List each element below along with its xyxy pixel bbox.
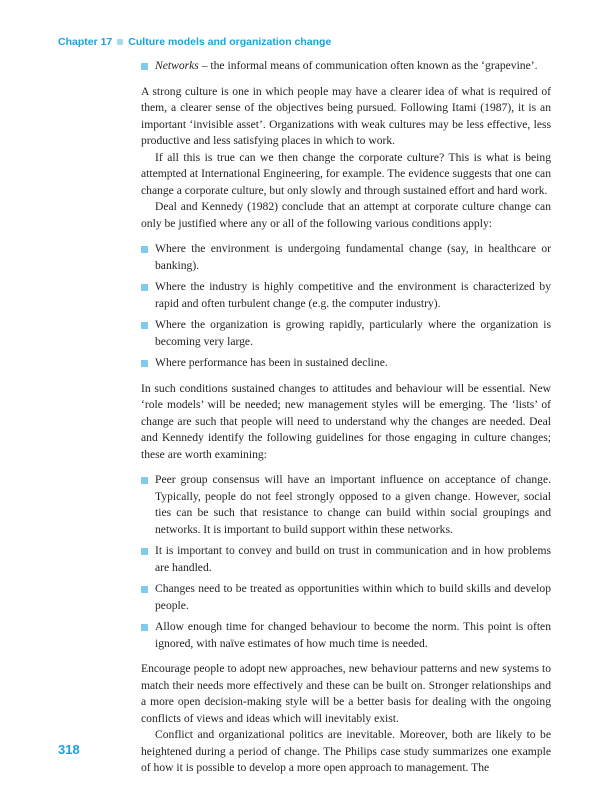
list-item	[141, 58, 551, 75]
page-body	[141, 58, 551, 777]
paragraph: Conflict and organizational politics are inevitable. Moreover, both are likely to be heightened during a period of change. The Philips case study summarizes one example of how it is possible to develop a more open approach to management. The	[141, 728, 551, 774]
list-item: Changes need to be treated as opportunities within which to build skills and develop people.	[141, 581, 551, 614]
square-bullet-icon	[141, 63, 148, 70]
chapter-title: Culture models and organization change	[128, 36, 332, 48]
list-item: Where the industry is highly competitive and the environment is characterized by rapid and often turbulent change (e.g. the computer industry).	[141, 279, 551, 312]
networks-term: Networks	[155, 59, 199, 72]
square-bullet-icon	[141, 477, 148, 484]
square-bullet-icon	[141, 586, 148, 593]
paragraph: Deal and Kennedy (1982) conclude that an attempt at corporate culture change can only be justified where any or all of the following various conditions apply:	[141, 200, 551, 230]
list-item: Allow enough time for changed behaviour to become the norm. This point is often ignored, with naïve estimates of how much time is needed.	[141, 619, 551, 652]
chapter-label: Chapter 17	[58, 36, 113, 48]
square-bullet-icon	[141, 360, 148, 367]
square-bullet-icon	[141, 322, 148, 329]
networks-list	[141, 58, 551, 75]
guidelines-list	[141, 472, 551, 652]
list-item: Where performance has been in sustained decline.	[141, 355, 551, 372]
networks-text: – the informal means of communication often known as the ‘grapevine’.	[198, 59, 538, 72]
square-bullet-icon	[141, 548, 148, 555]
square-bullet-icon	[141, 624, 148, 631]
page-number: 318	[58, 742, 80, 757]
paragraph: In such conditions sustained changes to attitudes and behaviour will be essential. New ‘role models’ will be needed; new management styles will be emerging. The ‘lists’ of change are such that people will need to understand why the changes are needed. Deal and Kennedy identify the following guidelines for those engaging in culture changes; these are worth examining:	[141, 381, 551, 461]
conditions-list	[141, 241, 551, 372]
square-bullet-icon	[141, 284, 148, 291]
running-header	[58, 36, 331, 48]
list-item: Where the environment is undergoing fundamental change (say, in healthcare or banking).	[141, 241, 551, 274]
square-bullet-icon	[141, 246, 148, 253]
list-item: Peer group consensus will have an important influence on acceptance of change. Typically, people do not feel strongly opposed to a given change. However, social ties can be such that resistance to change can build within social groupings and networks. It is important to build support within these networks.	[141, 472, 551, 538]
separator-square-icon	[117, 39, 123, 45]
paragraph: Encourage people to adopt new approaches, new behaviour patterns and new systems to match their needs more effectively and these can be built on. Stronger relationships and a more open decision-making style will be a better basis for dealing with the ongoing conflicts of views and ideas which will inevitably exist.	[141, 662, 551, 725]
list-item: It is important to convey and build on trust in communication and in how problems are handled.	[141, 543, 551, 576]
list-item: Where the organization is growing rapidly, particularly where the organization is becoming very large.	[141, 317, 551, 350]
paragraph: If all this is true can we then change the corporate culture? This is what is being attempted at International Engineering, for example. The evidence suggests that one can change a corporate culture, but only slowly and through sustained effort and hard work.	[141, 150, 551, 197]
paragraph: A strong culture is one in which people may have a clearer idea of what is required of them, a clearer sense of the objectives being pursued. Following Itami (1987), it is an important ‘invisible asset’. Organizations with weak cultures may be less effective, less productive and less satisfying places in which to work.	[141, 84, 551, 147]
